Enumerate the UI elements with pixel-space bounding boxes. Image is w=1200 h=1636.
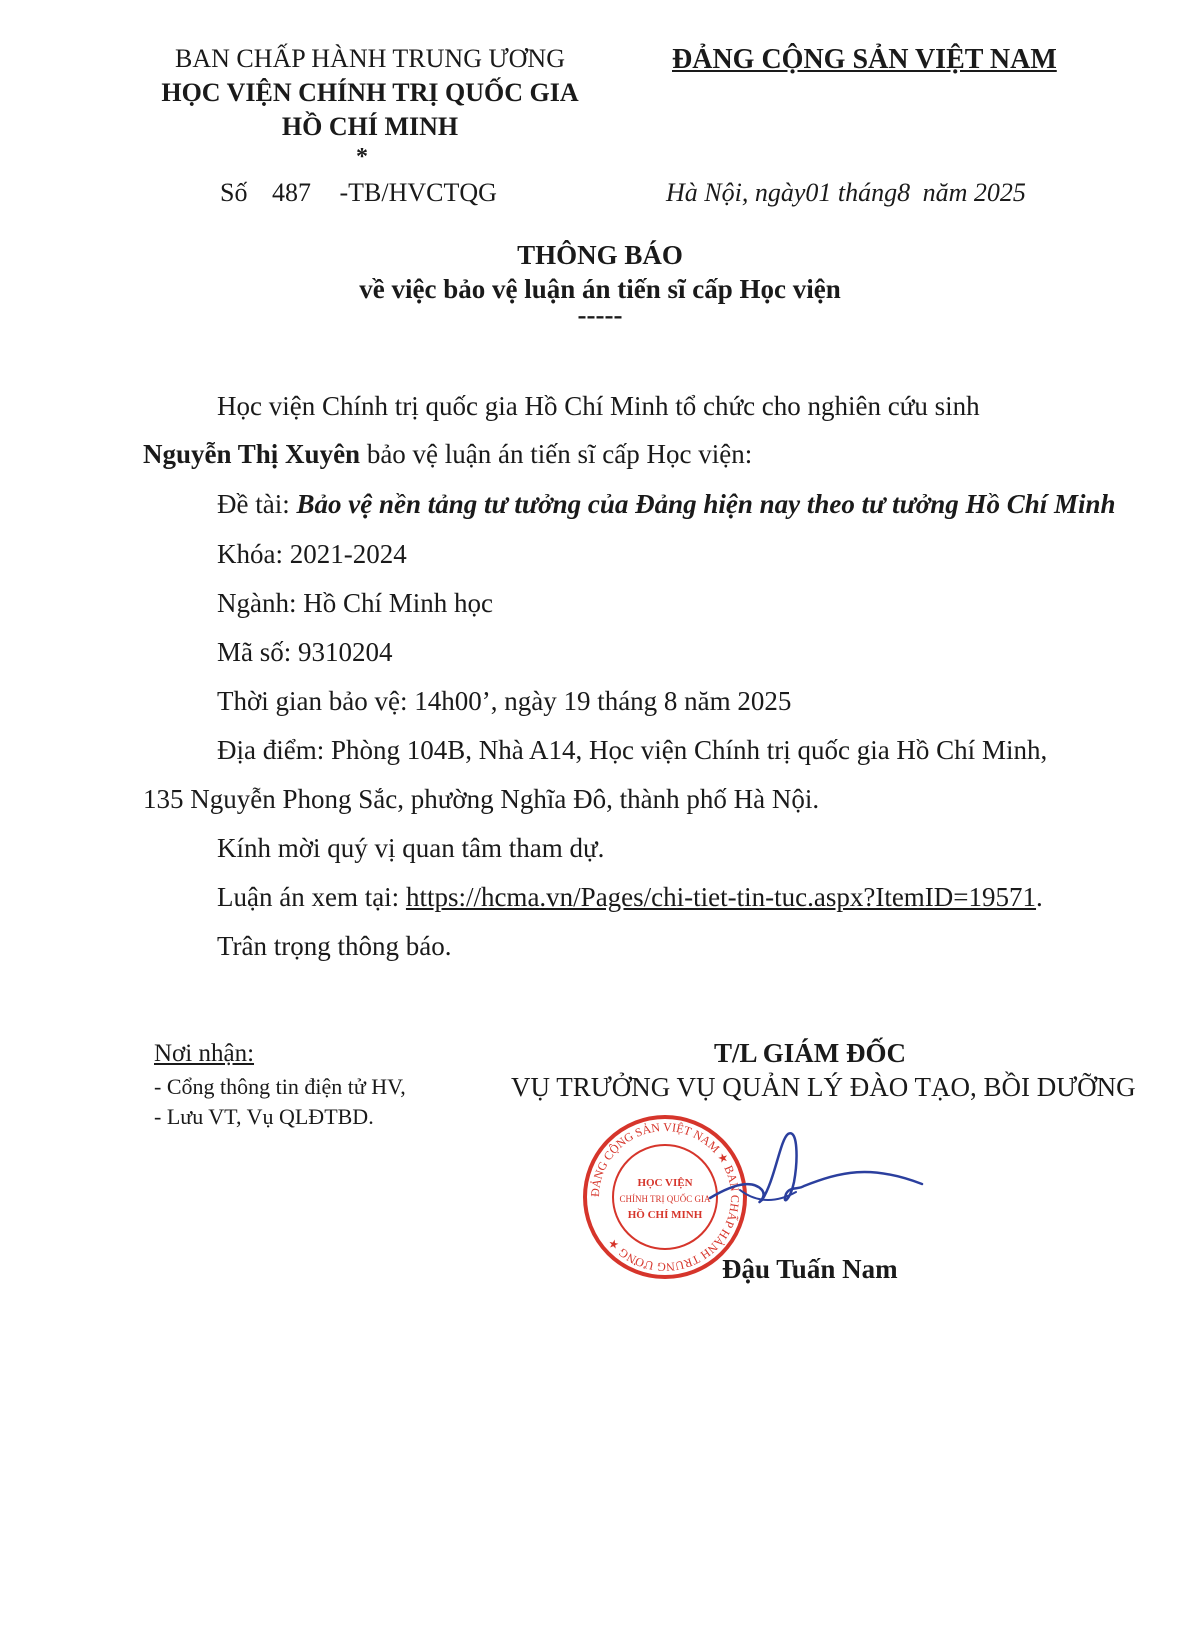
- title-separator: -----: [577, 300, 623, 330]
- header-left-line1: BAN CHẤP HÀNH TRUNG ƯƠNG: [175, 44, 565, 73]
- date-month: 8: [897, 178, 911, 207]
- course-line: Khóa: 2021-2024: [217, 539, 407, 569]
- reference-number-label: Số: [220, 178, 248, 207]
- signatory-name: Đậu Tuấn Nam: [722, 1254, 898, 1284]
- reference-date: [666, 178, 1026, 208]
- thesis-period: .: [1036, 882, 1043, 912]
- thesis-line: [217, 879, 1043, 915]
- reference-code: -TB/HVCTQG: [339, 178, 497, 207]
- thesis-link[interactable]: https://hcma.vn/Pages/chi-tiet-tin-tuc.aspx?ItemID=19571: [405, 882, 1037, 912]
- signature-role: T/L GIÁM ĐỐC: [714, 1038, 907, 1068]
- header-left-line3: HỒ CHÍ MINH: [281, 112, 459, 141]
- intro-line2: [143, 436, 752, 472]
- date-place: Hà Nội, ngày: [666, 178, 806, 207]
- signature-position: VỤ TRƯỞNG VỤ QUẢN LÝ ĐÀO TẠO, BỒI DƯỠNG: [511, 1072, 1136, 1102]
- date-year: năm 2025: [922, 178, 1026, 207]
- recipients-label: Nơi nhận:: [154, 1040, 255, 1067]
- header-left-line2: HỌC VIỆN CHÍNH TRỊ QUỐC GIA: [161, 78, 579, 107]
- handwritten-signature: [700, 1120, 930, 1230]
- topic-line: [217, 486, 1116, 522]
- date-month-label: tháng: [837, 178, 898, 207]
- header-star: *: [356, 144, 368, 170]
- notice-title: THÔNG BÁO: [517, 240, 683, 270]
- recipient-item: - Cổng thông tin điện tử HV,: [154, 1074, 406, 1099]
- topic-value: Bảo vệ nền tảng tư tưởng của Đảng hiện nay theo tư tưởng Hồ Chí Minh: [296, 489, 1116, 519]
- closing-line: Trân trọng thông báo.: [217, 931, 452, 961]
- notice-subtitle: về việc bảo vệ luận án tiến sĩ cấp Học viện: [359, 274, 841, 304]
- reference-number: [220, 178, 497, 208]
- recipient-item: - Lưu VT, Vụ QLĐTBD.: [154, 1104, 374, 1129]
- stamp-ring-textpath: ĐẢNG CỘNG SẢN VIỆT NAM ★ BAN CHẤP HÀNH TRUNG ƯƠNG ★: [587, 1119, 743, 1275]
- header-right-title: ĐẢNG CỘNG SẢN VIỆT NAM: [672, 44, 1057, 75]
- thesis-label: Luận án xem tại:: [217, 882, 406, 912]
- stamp-center-line1: HỌC VIỆN: [637, 1177, 693, 1189]
- intro-line1: Học viện Chính trị quốc gia Hồ Chí Minh tổ chức cho nghiên cứu sinh: [217, 391, 980, 421]
- date-day: 01: [805, 178, 832, 207]
- topic-label: Đề tài:: [217, 489, 297, 519]
- code-line: Mã số: 9310204: [217, 637, 393, 667]
- stamp-center-line3: HỒ CHÍ MINH: [627, 1209, 703, 1221]
- intro-line2-rest: bảo vệ luận án tiến sĩ cấp Học viện:: [360, 439, 753, 469]
- reference-number-value: 487: [271, 178, 311, 207]
- invitation-line: Kính mời quý vị quan tâm tham dự.: [217, 833, 605, 863]
- location-line1: Địa điểm: Phòng 104B, Nhà A14, Học viện Chính trị quốc gia Hồ Chí Minh,: [217, 735, 1048, 765]
- candidate-name: Nguyễn Thị Xuyên: [143, 439, 361, 469]
- location-line2: 135 Nguyễn Phong Sắc, phường Nghĩa Đô, thành phố Hà Nội.: [143, 784, 820, 814]
- time-line: Thời gian bảo vệ: 14h00’, ngày 19 tháng 8 năm 2025: [217, 686, 792, 716]
- header-left: [120, 42, 620, 144]
- stamp-center-line2: CHÍNH TRỊ QUỐC GIA: [619, 1194, 711, 1204]
- major-line: Ngành: Hồ Chí Minh học: [217, 588, 493, 618]
